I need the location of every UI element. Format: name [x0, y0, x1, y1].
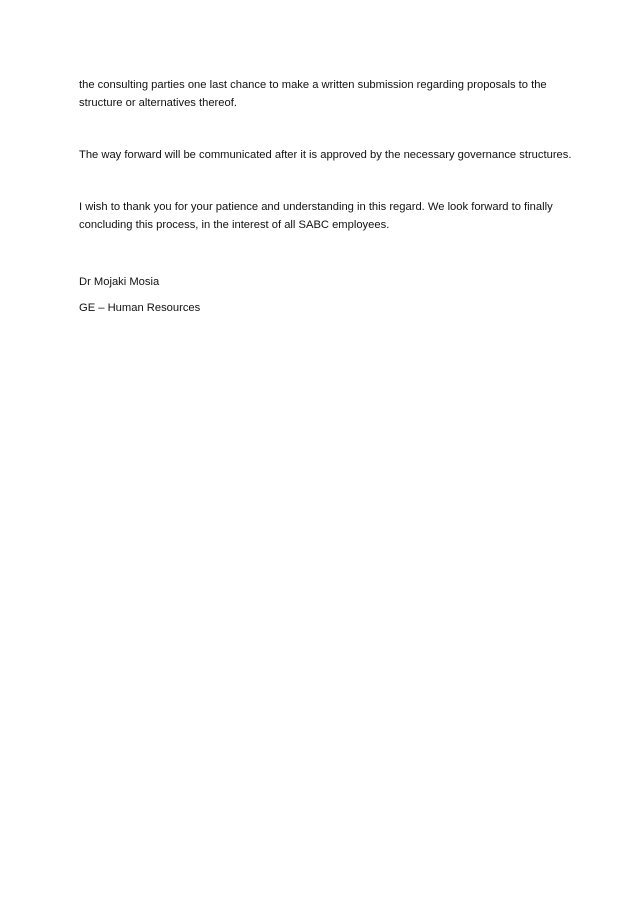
signatory-name: Dr Mojaki Mosia — [79, 276, 160, 288]
paragraph-submission-chance: the consulting parties one last chance to make a written submission regarding proposals to the structure or alternatives thereof. — [79, 79, 547, 109]
paragraph-thanks: I wish to thank you for your patience and understanding in this regard. We look forward to finally concluding this process, in the interest of all SABC employees. — [79, 201, 553, 231]
letter-body — [79, 76, 579, 317]
paragraph-way-forward: The way forward will be communicated after it is approved by the necessary governance structures. — [79, 149, 572, 161]
signatory-title: GE – Human Resources — [79, 302, 201, 314]
